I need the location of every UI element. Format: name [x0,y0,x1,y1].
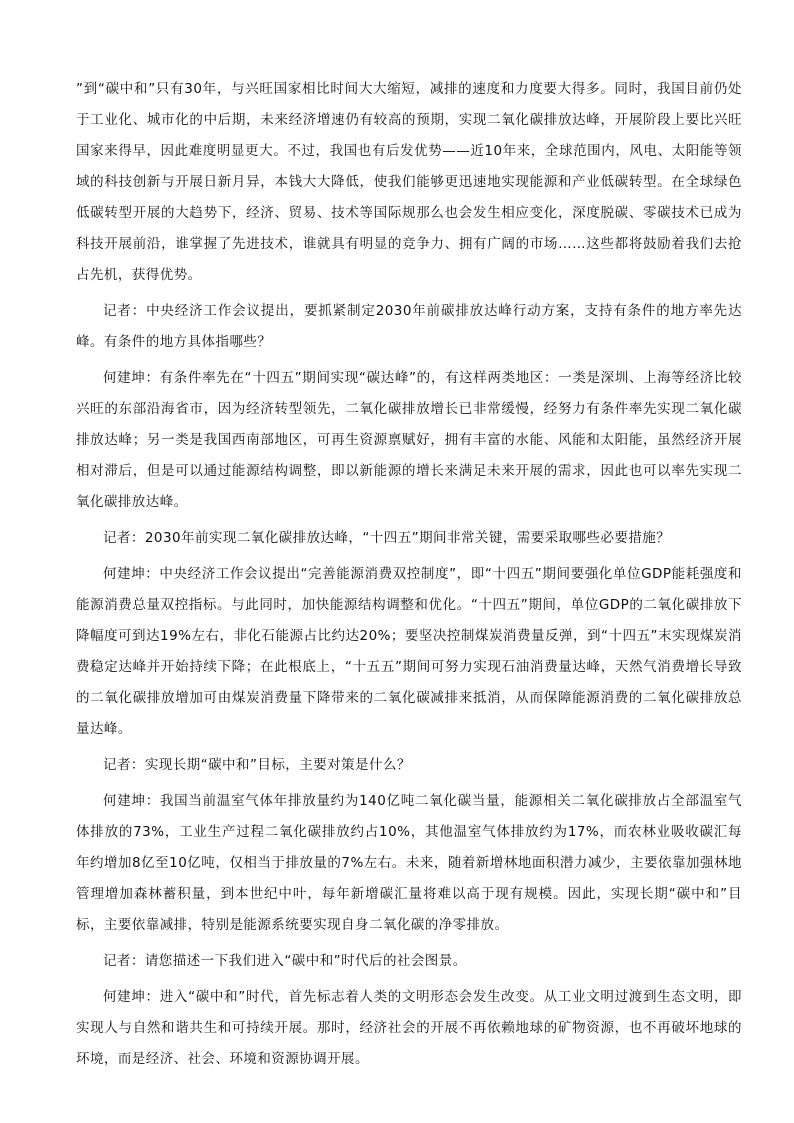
speaker-label: 何建坤： [103,566,160,582]
paragraph-reporter-question [76,946,742,977]
paragraph-answer [76,363,742,518]
paragraph-text: 有条件率先在“十四五”期间实现“碳达峰”的，有这样两类地区：一类是深圳、上海等经济比较兴旺的东部沿海省市，因为经济转型领先，二氧化碳排放增长已非常缓慢，经努力有条件率先实现二氧化碳排放达峰；另一类是我国西南部地区，可再生资源禀赋好，拥有丰富的水能、风能和太阳能，虽然经济开展相对滞后，但是可以通过能源结构调整，即以新能源的增长来满足未来开展的需求，因此也可以率先实现二氧化碳排放达峰。 [76,370,742,510]
paragraph-answer [76,982,742,1075]
paragraph-text: 进入“碳中和”时代，首先标志着人类的文明形态会发生改变。从工业文明过渡到生态文明，即实现人与自然和谐共生和可持续开展。那时，经济社会的开展不再依赖地球的矿物资源，也不再破坏地球的环境，而是经济、社会、环境和资源协调开展。 [76,989,742,1067]
speaker-label: 何建坤： [103,793,160,809]
paragraph-text: 我国当前温室气体年排放量约为140亿吨二氧化碳当量，能源相关二氧化碳排放占全部温室气体排放的73%，工业生产过程二氧化碳排放约占10%，其他温室气体排放约为17%，而农林业吸收碳汇每年约增加8亿至10亿吨，仅相当于排放量的7%左右。未来，随着新增林地面积潜力减少，主要依靠加强林地管理增加森林蓄积量，到本世纪中叶，每年新增碳汇量将难以高于现有规模。因此，实现长期“碳中和”目标，主要依靠减排，特别是能源系统要实现自身二氧化碳的净零排放。 [76,793,742,933]
paragraph-text: ”到“碳中和”只有30年，与兴旺国家相比时间大大缩短，减排的速度和力度要大得多。同时，我国目前仍处于工业化、城市化的中后期，未来经济增速仍有较高的预期，实现二氧化碳排放达峰，开展阶段上要比兴旺国家来得早，因此难度明显更大。不过，我国也有后发优势——近10年来，全球范围内，风电、太阳能等领域的科技创新与开展日新月异，本钱大大降低，使我们能够更迅速地实现能源和产业低碳转型。在全球绿色低碳转型开展的大趋势下，经济、贸易、技术等国际规那么也会发生相应变化，深度脱碳、零碳技术已成为科技开展前沿，谁掌握了先进技术，谁就具有明显的竞争力、拥有广阔的市场……这些都将鼓励着我们去抢占先机，获得优势。 [76,81,742,283]
speaker-label: 记者： [103,303,147,319]
paragraph-text: 2030年前实现二氧化碳排放达峰，“十四五”期间非常关键，需要采取哪些必要措施？ [144,530,671,546]
speaker-label: 记者： [103,953,145,969]
speaker-label: 记者： [103,530,145,546]
speaker-label: 何建坤： [103,989,160,1005]
speaker-label: 记者： [103,757,145,773]
paragraph-answer [76,559,742,745]
paragraph-text: 中央经济工作会议提出“完善能源消费双控制度”，即“十四五”期间要强化单位GDP能耗强度和能源消费总量双控指标。与此同时，加快能源结构调整和优化。“十四五”期间，单位GDP的二氧化碳排放下降幅度可到达19%左右，非化石能源占比约达20%；要坚决控制煤炭消费量反弹，到“十四五”末实现煤炭消费稳定达峰并开始持续下降；在此根底上，“十五五”期间可努力实现石油消费量达峰，天然气消费增长导致的二氧化碳排放增加可由煤炭消费量下降带来的二氧化碳减排来抵消，从而保障能源消费的二氧化碳排放总量达峰。 [76,566,742,737]
paragraph-reporter-question [76,296,742,358]
speaker-label: 何建坤： [103,370,160,386]
paragraph-text: 请您描述一下我们进入“碳中和”时代后的社会图景。 [144,953,467,969]
paragraph-reporter-question [76,750,742,781]
paragraph-reporter-question [76,523,742,554]
paragraph-text: 实现长期“碳中和”目标，主要对策是什么？ [144,757,411,773]
paragraph-continuation [76,74,742,291]
paragraph-answer [76,786,742,941]
paragraph-text: 中央经济工作会议提出，要抓紧制定2030年前碳排放达峰行动方案，支持有条件的地方率先达峰。有条件的地方具体指哪些？ [76,303,742,350]
